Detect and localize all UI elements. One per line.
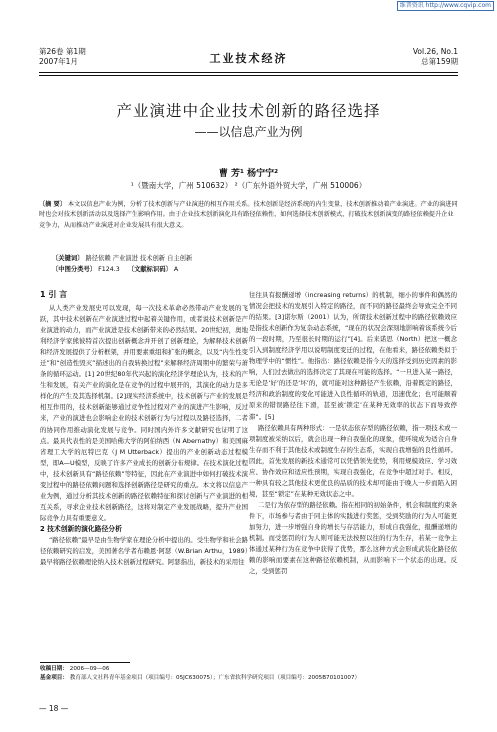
paragraph: 往往具有报酬递增（increasing returns）的机制，细小的事件和偶然的情况会把技术的发展引入特定的路径，而不同的路径最终会导致完全不同的结果。[3]诺尔斯（2001）认为，所谓技术创新过程中的路径依赖效应是指技术创新作为复杂动态系统，“现在的状况会深刻地影响着该系统今后的一段时期，乃至很长时期的运行”[4]。后来诺思（North）把这一概念引入到制度经济学用以说明制度变迁的过程，在他看来，路径依赖类似于物理学中的“惯性”。他指出：路径依赖是指今天的选择受到历史因素的影响，人们过去做出的选择决定了其现在可能的选择。“一旦进入某一路径，无论是‘好’的还是‘坏’的，就可能对这种路径产生依赖，沿着既定的路径，经济和政治制度的变化可能进入良性循环的轨道，迅速优化；也可能顺着原来的错误路径往下滑，甚至被‘锁定’在某种无效率的状态下而导致停滞”。[5]: [249, 291, 457, 421]
doc-code-value: A: [173, 266, 179, 273]
received-value: 2006—09—06: [69, 666, 110, 672]
paragraph: “路径依赖”最早是由生物学家在理论分析中提出的。受生物学和社会路径依赖研究的启发，美国著名学者布赖恩·阿瑟（W.Brian Arthu，1989）最早将路径依赖理论纳入技术创新过程研究。阿瑟指出，新技术的采用往: [40, 535, 248, 567]
volume-cn: 第26卷 第1期: [39, 47, 86, 56]
left-column: [40, 289, 248, 568]
section2-heading: 2 技术创新的演化路径分析: [40, 524, 122, 533]
volume-en: Vol.26, No.1: [412, 47, 458, 56]
page-number: — 18 —: [39, 704, 69, 713]
page-header: [39, 47, 458, 69]
article-subtitle: ——以信息产业为例: [194, 125, 303, 139]
fund-info: [40, 674, 457, 683]
abstract-text: 本文以信息产业为例，分析了技术创新与产业演进的相互作用关系。技术创新是经济系统的内生变量，技术创新推动着产业演进。产业的演进同时也会对技术创新活动以及选择产生影响作用。由于企业技术创新演化具有路径依赖性，如何选择技术创新模式，打破技术创新演变的路径依赖提升企业竞争力，从而推动产业演进对企业发展具有很大意义。: [39, 201, 458, 229]
paragraph: 从人类产业发展史可以发现，每一次技术革命必然带动产业发展的飞跃，其中技术创新在产业演进过程中起着关键作用，或者说技术创新是产业演进的动力，而产业演进是技术创新带来的必然结果。20世纪初，奥地利经济学家熊彼特首次提出创新概念并开创了创新理论，为解释技术创新和经济发展提供了分析框架，并用要素重组和扩张的概念，以及“内生性变迁”和“创造性毁灭”描述出的自我转换过程”来解释经济周期中的繁荣与萧条的循环运动。[1] 20世纪80年代兴起的演化经济学理论认为，技术的产生和发展，有关产业的演化是在竞争的过程中展开的，其演化的动力是多样化的产生及其选择机制。[2]现实经济系统中，技术创新与产业的发展是相互作用的，技术创新能够通过竞争性过程对产业的演进产生影响，反过来，产业的演进也会影响企业的技术创新行为与过程以及路径选择，二者的协同作用推动演化发展与竞争。同时国内外许多文献研究也证明了这点。最具代表性的是美国哈佛大学的阿伯纳西（N Abernathy）和美国麻省理工大学的厄特巴克（J M Utterback）提出的产业创新动态过程模型，即A—U模型，反映了许多产业成长的创新分布规律。在技术演化过程中，技术创新具有“路径依赖”等特征，因此在产业演进中如何打破技术演变过程中的路径依赖问题和选择创新路径是研究的重点。本文将以信息产业为例，通过分析其技术创新的路径依赖特征和探讨创新与产业演进的相互关系，寻求企业技术创新路径，这将对制定产业发展战略，提升产业国际竞争力具有重要意义。: [40, 304, 248, 522]
paragraph: 二是行为依存型的路径依赖。指在相同的初始条件，机会和制度约束条件下，市场参与者由于同主体的实践进行奖惩，受到奖励的行为人可能更加努力，进一步增强自身的增长与存活能力，形成自我强化，报酬递增的机制。而受惩罚的行为人则可能无法按照以往的行为生存，若某一竞争主体通过某种行为在竞争中获得了优势，那么这种方式会形成武装化路径依赖的影响而要素在这种路径依赖机制，从而影响下一个状态的出现。反之，受到惩罚: [249, 500, 457, 576]
received-label: 收稿日期：: [40, 666, 68, 672]
fund-label: 基金项目：: [40, 675, 68, 681]
clc-label: 〔中图分类号〕: [52, 266, 97, 273]
keywords: [52, 253, 192, 264]
header-right: [413, 47, 458, 67]
article-title: 产业演进中企业技术创新的路径选择: [116, 102, 381, 120]
section1-heading: 1 引 言: [40, 290, 68, 299]
abstract: [39, 200, 458, 231]
journal-name: 工业技术经济: [209, 52, 288, 65]
header-rule: [39, 72, 458, 73]
footnote: [40, 665, 457, 683]
article-meta: [52, 253, 192, 275]
keywords-label: 〔关键词〕: [52, 255, 84, 262]
footnote-rule: [40, 662, 130, 663]
abstract-label: 〔摘 要〕: [39, 201, 66, 208]
watermark: 维普资讯 http://www.cqvip.com: [397, 1, 494, 11]
fund-value: 教育部人文社科青年基金项目（项目编号：05JC630075）；广东省软科学研究项目（项目编号：2005B70101007）: [69, 675, 361, 681]
classification: [52, 264, 192, 275]
authors: 曹 芳¹ 杨宁宁²: [218, 169, 279, 179]
affiliations: ¹（暨南大学，广州 510632） ²（广东外语外贸大学，广州 510006）: [130, 181, 367, 190]
issue-total: 总第159期: [421, 57, 458, 66]
doc-code-label: 〔文献标识码〕: [127, 266, 172, 273]
header-rule-thin: [39, 75, 458, 76]
received-date: [40, 665, 457, 674]
date-cn: 2007年1月: [39, 57, 78, 66]
right-column: [249, 290, 457, 577]
keywords-text: 路径依赖 产业演进 技术创新 自主创新: [85, 255, 193, 262]
paragraph: 路径依赖具有两种形式：一是状态依存型的路径依赖，指一项技术或一项制度被采纳以后，就会出现一种自我强化的现象，使环境成为适合自身生存而不利于其他技术或制度生存的生态系，实现自我增强的良性循环。因此，首先发展的新技术通常可以凭借领先优势，利用规模效应、学习效应、协作效应和适应性预期，实现自我强化，在竞争中超过对手。相反，一种具有较之其他技术更优良的品质的技术却可能由于晚人一步而陷入困境，甚至“锁定”在某种无效状态之中。: [249, 423, 457, 498]
clc-value: F124.3: [98, 266, 120, 273]
